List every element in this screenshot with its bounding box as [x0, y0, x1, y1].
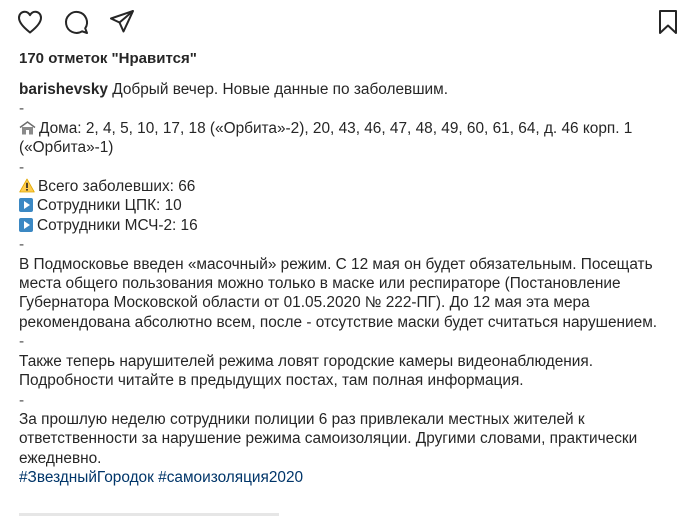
- separator: -: [19, 391, 25, 409]
- paragraph-line: Губернатора Московской области от 01.05.2020 № 222-ПГ). До 12 мая эта мера: [19, 294, 590, 312]
- houses-text: Дома: 2, 4, 5, 10, 17, 18 («Орбита»-2), 20, 43, 46, 47, 48, 49, 60, 61, 64, д. 46 корп. 1: [39, 119, 633, 137]
- warning-icon: [19, 178, 35, 193]
- houses-line-2: («Орбита»-1): [19, 139, 114, 157]
- hashtags-line: [19, 468, 689, 487]
- stat-msch: [19, 216, 689, 235]
- stat-total-text: Всего заболевших: 66: [38, 178, 196, 196]
- hashtag-link[interactable]: #самоизоляция2020: [158, 469, 304, 487]
- stat-cpk-text: Сотрудники ЦПК: 10: [37, 197, 182, 215]
- paragraph-line: Также теперь нарушителей режима ловят городские камеры видеонаблюдения.: [19, 352, 593, 370]
- stat-msch-text: Сотрудники МСЧ-2: 16: [37, 216, 198, 234]
- paper-plane-icon[interactable]: [108, 8, 136, 36]
- paragraph-line: места общего пользования можно только в маске или респираторе (Постановление: [19, 275, 621, 293]
- post-actions-bar: [0, 8, 700, 40]
- paragraph-line: За прошлую неделю сотрудники полиции 6 раз привлекали местных жителей к: [19, 410, 585, 428]
- caption-intro: Добрый вечер. Новые данные по заболевшим.: [112, 81, 449, 98]
- paragraph-line: рекомендована абсолютно всем, после - отсутствие маски будет считаться нарушением.: [19, 313, 658, 331]
- bookmark-icon[interactable]: [654, 8, 682, 36]
- username-link[interactable]: barishevsky: [19, 81, 108, 98]
- post-caption: [19, 80, 689, 488]
- house-icon: [19, 121, 36, 135]
- paragraph-line: ответственности за нарушение режима самоизоляции. Другими словами, практически: [19, 430, 638, 448]
- houses-line: [19, 119, 689, 138]
- separator: -: [19, 236, 25, 254]
- hashtag-link[interactable]: #ЗвездныйГородок: [19, 469, 154, 487]
- separator: -: [19, 333, 25, 351]
- play-button-icon: [19, 198, 33, 212]
- likes-count[interactable]: 170 отметок "Нравится": [19, 50, 197, 67]
- comment-icon[interactable]: [62, 8, 90, 36]
- paragraph-line: В Подмосковье введен «масочный» режим. С 12 мая он будет обязательным. Посещать: [19, 255, 653, 273]
- heart-icon[interactable]: [16, 8, 44, 36]
- caption-intro-line: [19, 80, 689, 99]
- paragraph-line: Подробности читайте в предыдущих постах, там полная информация.: [19, 372, 524, 390]
- separator: -: [19, 158, 25, 176]
- separator: -: [19, 100, 25, 118]
- stat-total: [19, 177, 689, 196]
- paragraph-line: ежедневно.: [19, 449, 102, 467]
- stat-cpk: [19, 196, 689, 215]
- play-button-icon: [19, 218, 33, 232]
- view-comments-link-cropped[interactable]: [19, 513, 279, 516]
